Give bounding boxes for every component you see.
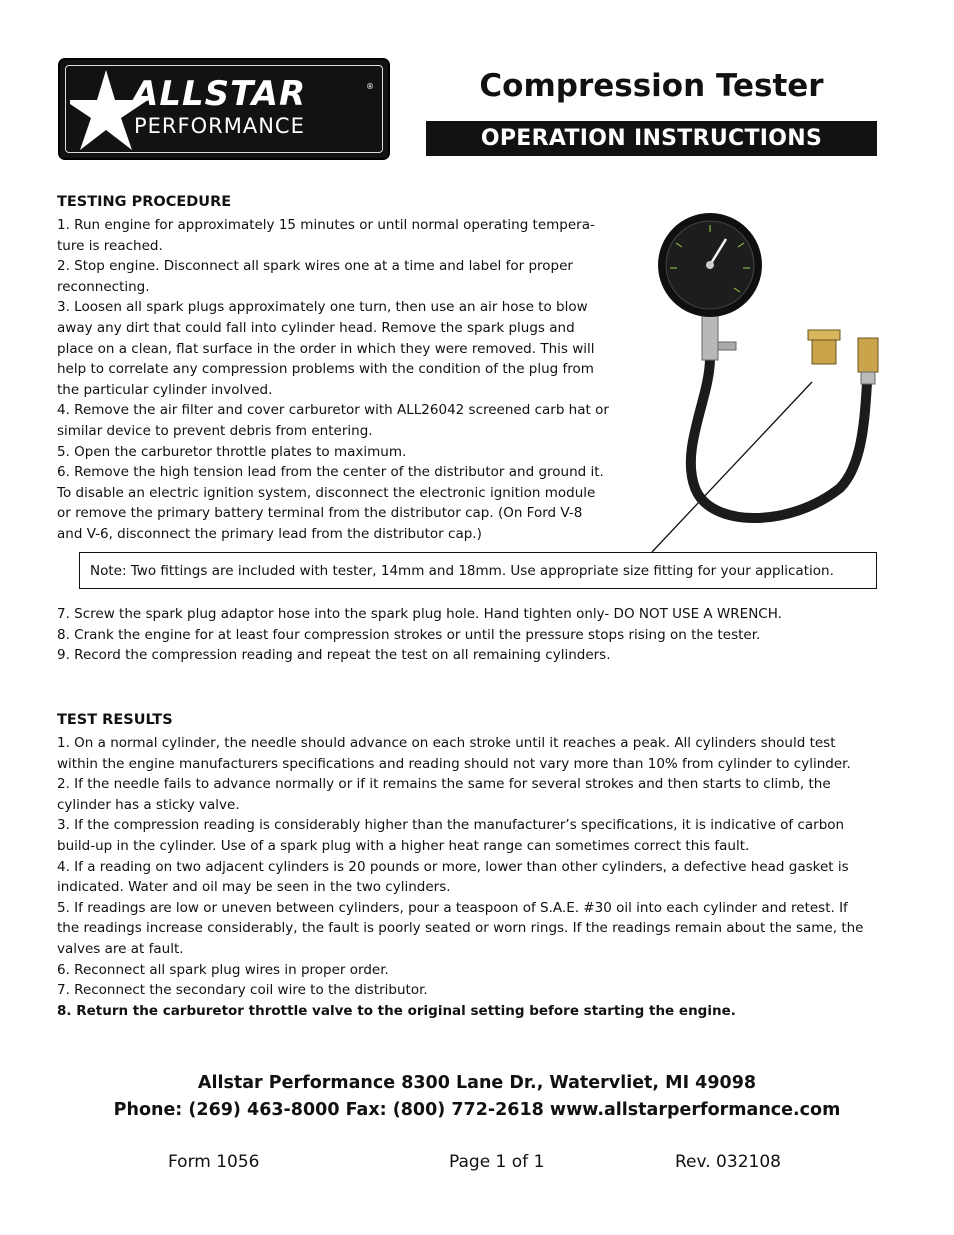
pointer-line — [652, 382, 812, 552]
text-line: 2. Stop engine. Disconnect all spark wires one at a time and label for proper — [57, 258, 573, 275]
text-line: place on a clean, flat surface in the order in which they were removed. This will — [57, 340, 595, 357]
text-line: 7. Screw the spark plug adaptor hose into the spark plug hole. Hand tighten only- DO NOT USE A WRENCH. — [57, 606, 782, 622]
text-line: 7. Reconnect the secondary coil wire to the distributor. — [57, 982, 428, 999]
text-line: 5. Open the carburetor throttle plates to maximum. — [57, 443, 407, 460]
text-line: 5. If readings are low or uneven between cylinders, pour a teaspoon of S.A.E. #30 oil into each cylinder and retest. If — [57, 899, 848, 916]
page-title: Compression Tester — [479, 68, 824, 104]
results-list — [57, 733, 863, 1021]
text-line: 8. Crank the engine for at least four compression strokes or until the pressure stops rising on the tester. — [57, 626, 761, 643]
text-line-bold: 8. Return the carburetor throttle valve to the original setting before starting the engine. — [57, 1002, 736, 1019]
text-line: 6. Reconnect all spark plug wires in proper order. — [57, 961, 389, 978]
text-line: build-up in the cylinder. Use of a spark plug with a higher heat range can sometimes correct this fault. — [57, 837, 750, 854]
text-line: cylinder has a sticky valve. — [57, 796, 240, 813]
text-line: indicated. Water and oil may be seen in the two cylinders. — [57, 879, 451, 896]
hose-icon — [691, 358, 868, 518]
text-line: or remove the primary battery terminal from the distributor cap. (On Ford V-8 — [57, 505, 583, 522]
page-subtitle: OPERATION INSTRUCTIONS — [426, 121, 877, 156]
text-line: similar device to prevent debris from entering. — [57, 422, 373, 439]
text-line: valves are at fault. — [57, 940, 184, 957]
text-line: ture is reached. — [57, 237, 163, 254]
text-line: 1. Run engine for approximately 15 minutes or until normal operating tempera- — [57, 217, 595, 233]
text-line: 4. If a reading on two adjacent cylinders is 20 pounds or more, lower than other cylinders, a defective head gasket is — [57, 858, 849, 875]
page-number: Page 1 of 1 — [449, 1152, 545, 1172]
results-heading: TEST RESULTS — [57, 712, 173, 728]
logo-sub: PERFORMANCE — [134, 114, 305, 138]
text-line: away any dirt that could fall into cylinder head. Remove the spark plugs and — [57, 319, 575, 336]
text-line: 1. On a normal cylinder, the needle should advance on each stroke until it reaches a peak. All cylinders should test — [57, 735, 836, 751]
registered-mark: ® — [366, 82, 374, 91]
text-line: 3. Loosen all spark plugs approximately one turn, then use an air hose to blow — [57, 299, 588, 316]
text-line: 9. Record the compression reading and repeat the test on all remaining cylinders. — [57, 647, 611, 664]
text-line: To disable an electric ignition system, disconnect the electronic ignition module — [57, 484, 596, 501]
form-number: Form 1056 — [168, 1152, 260, 1172]
compression-gauge-image — [640, 208, 900, 558]
testing-heading: TESTING PROCEDURE — [57, 194, 232, 210]
text-line: the particular cylinder involved. — [57, 381, 273, 398]
text-line: and V-6, disconnect the primary lead from the distributor cap.) — [57, 525, 482, 542]
text-line: the readings increase considerably, the fault is poorly seated or worn rings. If the readings remain about the same, the — [57, 920, 864, 937]
testing-steps-continued — [57, 604, 782, 666]
text-line: 4. Remove the air filter and cover carburetor with ALL26042 screened carb hat or — [57, 402, 609, 419]
footer-address: Allstar Performance 8300 Lane Dr., Watervliet, MI 49098 — [197, 1073, 757, 1093]
text-line: within the engine manufacturers specifications and reading should not vary more than 10% from cylinder to cylinder. — [57, 755, 851, 772]
logo-brand: ALLSTAR — [132, 74, 307, 114]
revision: Rev. 032108 — [675, 1152, 781, 1172]
text-line: help to correlate any compression problems with the condition of the plug from — [57, 361, 594, 378]
allstar-logo — [58, 58, 390, 160]
text-line: 2. If the needle fails to advance normally or if it remains the same for several strokes and then starts to climb, the — [57, 776, 831, 793]
footer-contact: Phone: (269) 463-8000 Fax: (800) 772-2618 www.allstarperformance.com — [113, 1100, 841, 1120]
testing-steps — [57, 215, 609, 545]
text-line: 3. If the compression reading is considerably higher than the manufacturer’s specifications, it is indicative of carbon — [57, 817, 845, 834]
text-line: 6. Remove the high tension lead from the center of the distributor and ground it. — [57, 464, 604, 481]
fittings-note: Note: Two fittings are included with tester, 14mm and 18mm. Use appropriate size fitting for your application. — [79, 552, 877, 589]
text-line: reconnecting. — [57, 278, 150, 295]
